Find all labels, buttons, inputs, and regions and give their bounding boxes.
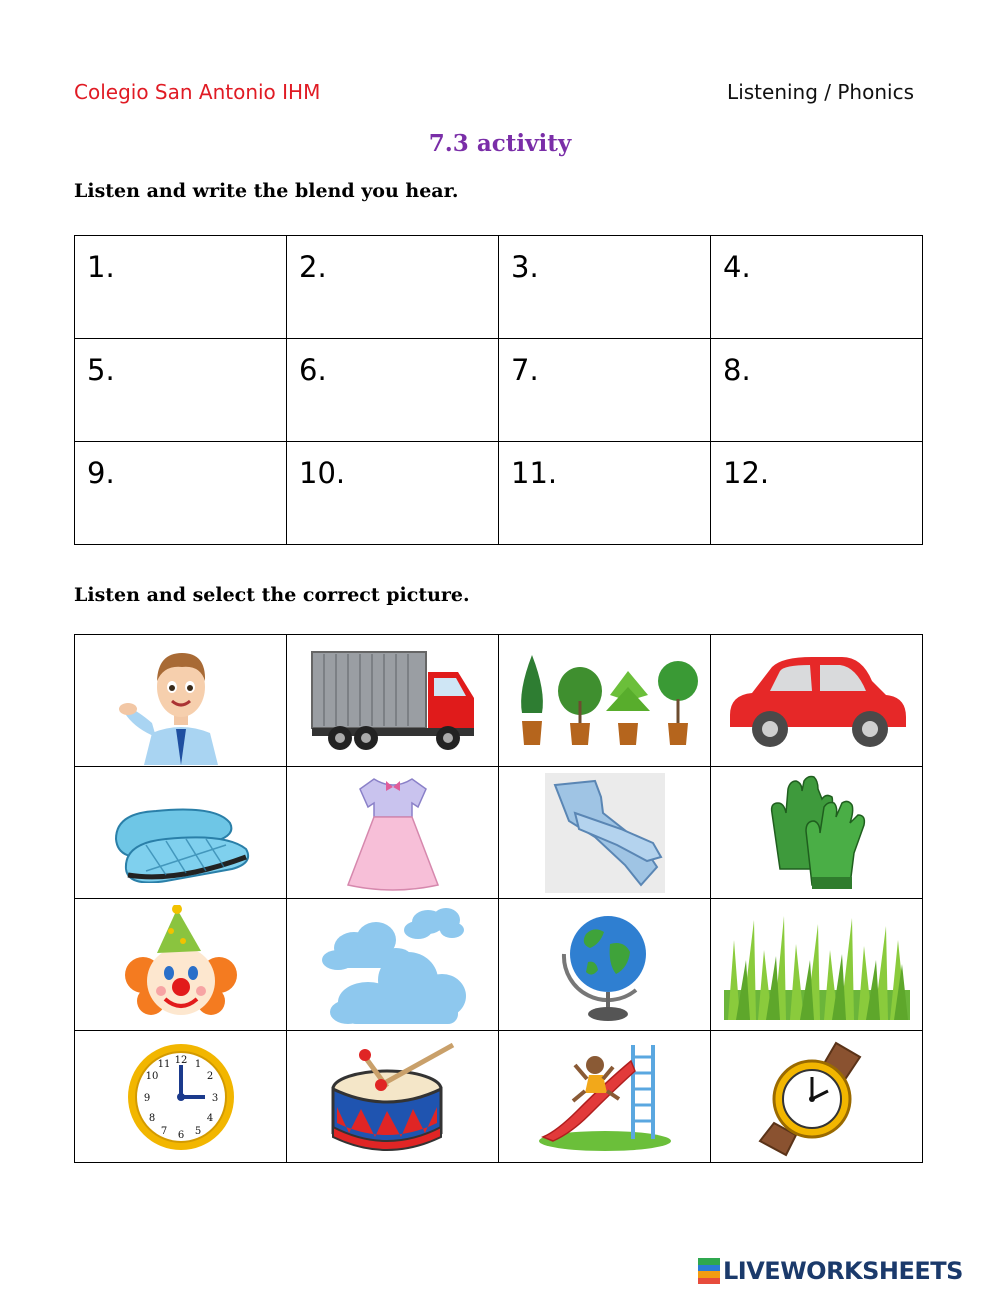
picture-cell[interactable] [75, 635, 287, 767]
answer-cell[interactable] [711, 236, 923, 339]
brand-name: LIVEWORKSHEETS [723, 1257, 963, 1285]
answer-cell[interactable] [711, 442, 923, 545]
slide-icon [537, 1041, 673, 1153]
picture-cell[interactable] [287, 1031, 499, 1163]
answer-cell[interactable] [499, 236, 711, 339]
picture-cell[interactable] [75, 1031, 287, 1163]
globe-icon [550, 904, 660, 1026]
picture-cell[interactable] [287, 635, 499, 767]
picture-cell[interactable] [287, 899, 499, 1031]
picture-cell[interactable] [75, 767, 287, 899]
svg-text:11: 11 [157, 1058, 170, 1070]
picture-cell[interactable] [75, 899, 287, 1031]
answer-cell[interactable] [499, 442, 711, 545]
answer-number: 2. [299, 250, 327, 284]
watch-icon [752, 1037, 882, 1157]
answer-number: 10. [299, 456, 346, 490]
brand-logo[interactable] [698, 1256, 963, 1286]
picture-cell[interactable] [499, 767, 711, 899]
svg-text:5: 5 [194, 1125, 201, 1137]
picture-cell[interactable] [711, 635, 923, 767]
answer-number: 8. [723, 353, 751, 387]
svg-text:8: 8 [148, 1112, 155, 1124]
picture-cell[interactable] [711, 1031, 923, 1163]
svg-text:10: 10 [145, 1070, 158, 1082]
answer-number: 7. [511, 353, 539, 387]
answer-number: 3. [511, 250, 539, 284]
answer-number: 11. [511, 456, 558, 490]
answer-number: 12. [723, 456, 770, 490]
truck-icon [308, 646, 478, 756]
svg-text:1: 1 [194, 1058, 201, 1070]
man-icon [116, 637, 246, 765]
grass-icon [724, 910, 910, 1020]
svg-text:9: 9 [143, 1092, 150, 1104]
picture-selection-grid [74, 634, 923, 1163]
svg-text:2: 2 [206, 1070, 213, 1082]
answer-number: 6. [299, 353, 327, 387]
answer-cell[interactable] [75, 236, 287, 339]
svg-text:6: 6 [177, 1129, 184, 1141]
gloves-icon [762, 773, 872, 893]
car-icon [722, 651, 912, 751]
picture-cell[interactable] [499, 1031, 711, 1163]
answer-cell[interactable] [75, 442, 287, 545]
slippers-icon [106, 783, 256, 883]
picture-cell[interactable] [711, 767, 923, 899]
svg-text:4: 4 [206, 1112, 213, 1124]
picture-cell[interactable] [499, 635, 711, 767]
clock-icon [125, 1041, 237, 1153]
plants-icon [510, 651, 700, 751]
answer-number: 1. [87, 250, 115, 284]
answer-number: 5. [87, 353, 115, 387]
instruction-write-blend: Listen and write the blend you hear. [74, 180, 459, 202]
svg-text:7: 7 [160, 1125, 167, 1137]
drum-icon [325, 1037, 461, 1157]
instruction-select-picture: Listen and select the correct picture. [74, 584, 470, 606]
picture-cell[interactable] [711, 899, 923, 1031]
picture-cell[interactable] [499, 899, 711, 1031]
answer-cell[interactable] [287, 236, 499, 339]
jeans-icon [545, 773, 665, 893]
clouds-icon [318, 902, 468, 1028]
answer-number: 9. [87, 456, 115, 490]
page-title: 7.3 activity [428, 130, 572, 157]
svg-text:12: 12 [174, 1054, 187, 1066]
answer-cell[interactable] [711, 339, 923, 442]
answer-cell[interactable] [287, 339, 499, 442]
picture-cell[interactable] [287, 767, 499, 899]
school-name: Colegio San Antonio IHM [74, 80, 321, 104]
answer-cell[interactable] [287, 442, 499, 545]
brand-badge-icon [698, 1258, 720, 1284]
answer-cell[interactable] [75, 339, 287, 442]
blend-answer-grid [74, 235, 923, 545]
answer-cell[interactable] [499, 339, 711, 442]
svg-text:3: 3 [211, 1092, 218, 1104]
subject-label: Listening / Phonics [727, 80, 914, 104]
clown-icon [121, 905, 241, 1025]
answer-number: 4. [723, 250, 751, 284]
dress-icon [338, 773, 448, 893]
